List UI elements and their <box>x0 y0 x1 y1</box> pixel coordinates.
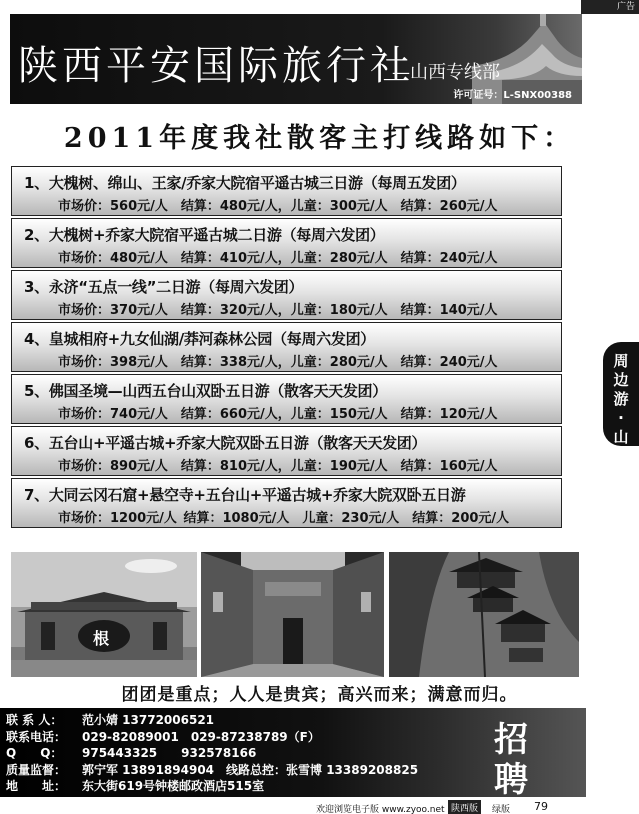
route-prices: 市场价：740元/人 结算：660元/人，儿童：150元/人 结算：120元/人 <box>58 407 498 422</box>
photo-hanging-temple <box>389 552 579 677</box>
contact-label: 联系电话： <box>6 729 67 744</box>
route-prices: 市场价：398元/人 结算：338元/人，儿童：280元/人 结算：240元/人 <box>58 355 498 370</box>
agency-name: 陕西平安国际旅行社 <box>18 43 414 89</box>
contact-panel <box>0 708 586 797</box>
photo-courtyard <box>201 552 384 677</box>
route-prices: 市场价：890元/人 结算：810元/人，儿童：190元/人 结算：160元/人 <box>58 459 498 474</box>
route-prices: 市场价：370元/人 结算：320元/人，儿童：180元/人 结算：140元/人 <box>58 303 498 318</box>
route-item <box>11 270 562 320</box>
route-prices: 市场价：480元/人 结算：410元/人，儿童：280元/人 结算：240元/人 <box>58 251 498 266</box>
photo-memorial-gate <box>11 552 197 677</box>
side-tab-char: 山 <box>613 428 629 446</box>
recruit-char: 招 <box>494 720 528 760</box>
route-name: 1、大槐树、绵山、王家/乔家大院宿平遥古城三日游（每周五发团） <box>24 174 466 192</box>
contact-rows <box>6 712 418 795</box>
footer-edition: 绿版 <box>492 805 511 814</box>
route-prices: 市场价：1200元/人 结算：1080元/人 儿童：230元/人 结算：200元/人 <box>58 511 510 526</box>
agency-subtitle: —山西专线部 <box>392 62 500 83</box>
memorial-gate-image <box>11 552 197 677</box>
side-tab-char: · <box>618 409 624 427</box>
route-name: 7、大同云冈石窟+悬空寺+五台山+平遥古城+乔家大院双卧五日游 <box>24 486 466 504</box>
contact-value: 东大街619号钟楼邮政酒店515室 <box>82 779 265 793</box>
side-tab-char: 游 <box>613 390 629 408</box>
route-list <box>11 166 562 530</box>
contact-label: Q Q： <box>6 746 63 760</box>
license-number: 许可证号：L-SNX00388 <box>453 90 572 101</box>
route-prices: 市场价：560元/人 结算：480元/人，儿童：300元/人 结算：260元/人 <box>58 199 498 214</box>
hanging-temple-image <box>389 552 579 677</box>
ad-tag: 广告 <box>581 0 639 14</box>
footer-website: 欢迎浏览电子版 www.zyoo.net <box>316 805 445 814</box>
photo-strip <box>11 552 579 677</box>
side-tab-char: 边 <box>613 371 629 389</box>
contact-row <box>6 712 418 729</box>
slogan: 团团是重点；人人是贵宾；高兴而来；满意而归。 <box>121 685 518 705</box>
side-category-tab <box>603 342 639 446</box>
route-item <box>11 374 562 424</box>
recruit-char: 聘 <box>494 760 528 797</box>
header-banner <box>10 14 582 104</box>
route-item <box>11 322 562 372</box>
contact-row <box>6 762 418 779</box>
route-item <box>11 218 562 268</box>
route-item <box>11 166 562 216</box>
contact-row <box>6 778 418 795</box>
route-name: 6、五台山+平遥古城+乔家大院双卧五日游（散客天天发团） <box>24 434 427 452</box>
route-item <box>11 426 562 476</box>
gate-sign-text: 根 <box>93 629 110 648</box>
contact-row <box>6 729 418 746</box>
route-name: 5、佛国圣境—山西五台山双卧五日游（散客天天发团） <box>24 382 387 400</box>
route-item <box>11 478 562 528</box>
route-name: 3、永济“五点一线”二日游（每周六发团） <box>24 278 304 296</box>
page-footer <box>0 800 639 814</box>
section-title: 2011年度我社散客主打线路如下： <box>63 123 576 154</box>
route-name: 4、皇城相府+九女仙湖/莽河森林公园（每周六发团） <box>24 330 375 348</box>
contact-value: 975443325 932578166 <box>82 746 257 760</box>
contact-row <box>6 745 418 762</box>
side-tab-char: 周 <box>613 352 629 370</box>
contact-label: 联 系 人： <box>6 713 63 727</box>
page-number: 79 <box>534 800 548 813</box>
footer-edition-badge: 陕西版 <box>448 800 481 814</box>
contact-label: 质量监督： <box>6 762 67 777</box>
courtyard-image <box>201 552 384 677</box>
contact-label: 地 址： <box>6 779 67 793</box>
contact-value: 范小婧 13772006521 <box>82 713 215 727</box>
route-name: 2、大槐树+乔家大院宿平遥古城二日游（每周六发团） <box>24 226 385 244</box>
contact-value: 郭宁军 13891894904 线路总控：张雪博 13389208825 <box>82 762 419 777</box>
contact-value: 029-82089001 029-87238789（F） <box>82 729 320 744</box>
